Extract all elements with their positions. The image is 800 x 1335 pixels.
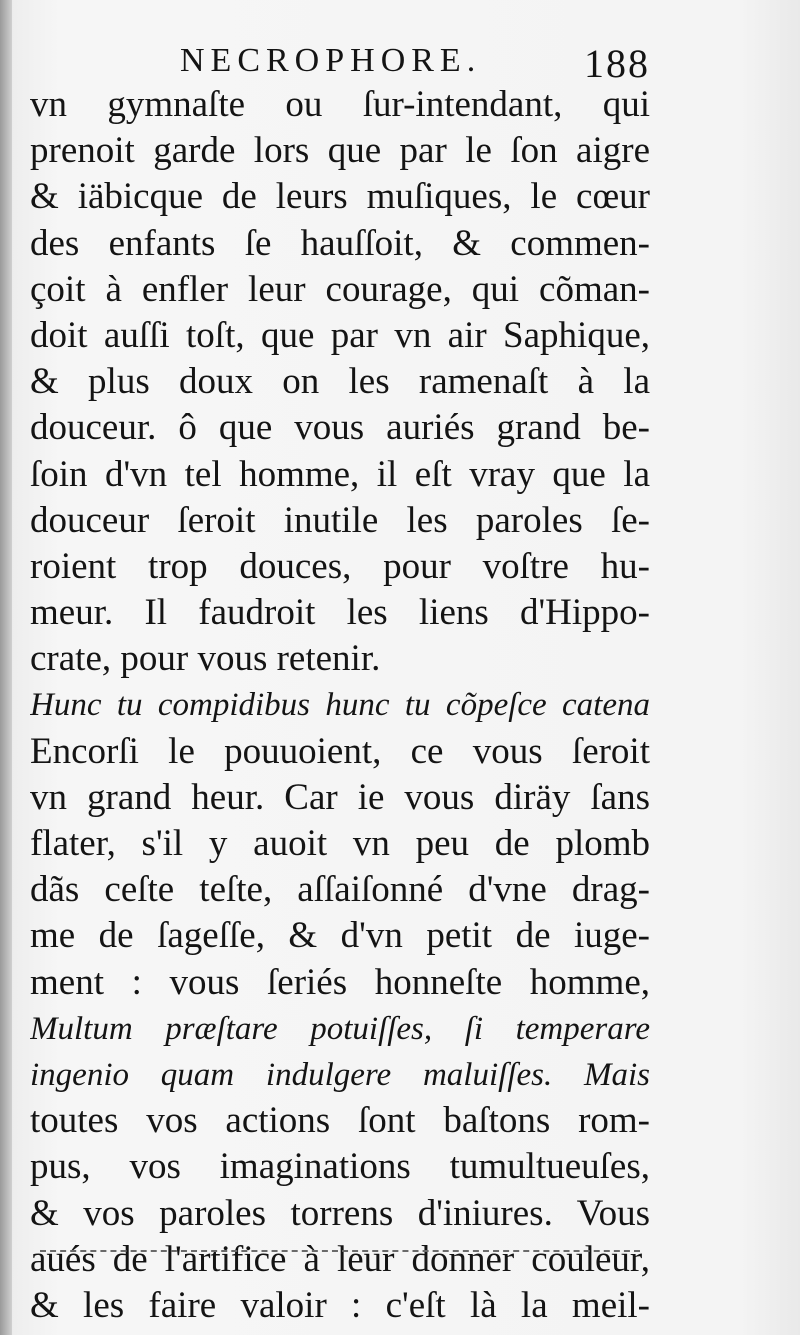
text-line: des enfants ſe hauſſoit, & commen- xyxy=(30,222,650,264)
text-line: me de ſageſſe, & d'vn petit de iuge- xyxy=(30,915,650,957)
text-line: roient trop douces, pour voſtre hu- xyxy=(30,545,650,587)
latin-quotation-line: ingenio quam indulgere maluiſſes. Mais xyxy=(30,1056,650,1093)
latin-quotation-line: Hunc tu compidibus hunc tu cõpeſce catena xyxy=(30,687,650,724)
text-line: vn grand heur. Car ie vous diräy ſans xyxy=(30,776,650,818)
text-line: toutes vos actions ſont baſtons rom- xyxy=(30,1100,650,1142)
text-line: çoit à enfler leur courage, qui cõman- xyxy=(30,268,650,310)
text-line: & vos paroles torrens d'iniures. Vous xyxy=(30,1192,650,1234)
text-line: ment : vous ſeriés honneſte homme, xyxy=(30,961,650,1003)
text-line: crate, pour vous retenir. xyxy=(30,638,381,680)
text-line: doit auſſi toſt, que par vn air Saphique, xyxy=(30,314,650,356)
text-line: & plus doux on les ramenaſt à la xyxy=(30,361,650,403)
text-line: & iäbicque de leurs muſiques, le cœur xyxy=(30,176,650,218)
text-line: Encorſi le pouuoient, ce vous ſeroit xyxy=(30,730,650,772)
bottom-rule xyxy=(40,1250,640,1252)
latin-quotation-line: Multum præſtare potuiſſes, ſi temperare xyxy=(30,1010,650,1047)
page-number: 188 xyxy=(584,41,650,86)
text-line: douceur. ô que vous auriés grand be- xyxy=(30,407,650,449)
body-text xyxy=(30,82,650,1329)
text-line: dãs ceſte teſte, aſſaiſonné d'vne drag- xyxy=(30,869,650,911)
text-line: flater, s'il y auoit vn peu de plomb xyxy=(30,823,650,864)
text-line: & les faire valoir : c'eſt là la meil- xyxy=(30,1284,650,1326)
text-line: meur. Il faudroit les liens d'Hippo- xyxy=(30,592,650,634)
page-gutter-shadow xyxy=(0,0,12,1335)
text-line: douceur ſeroit inutile les paroles ſe- xyxy=(30,499,650,541)
text-line: prenoit garde lors que par le ſon aigre xyxy=(30,130,650,172)
text-line: vn gymnaſte ou ſur-intendant, qui xyxy=(30,84,650,125)
running-title: NECROPHORE. xyxy=(180,42,482,79)
text-line: ſoin d'vn tel homme, il eſt vray que la xyxy=(30,453,650,495)
text-line: aués de l'artifice à leur donner couleur, xyxy=(30,1238,650,1280)
text-line: pus, vos imaginations tumultueuſes, xyxy=(30,1146,650,1188)
